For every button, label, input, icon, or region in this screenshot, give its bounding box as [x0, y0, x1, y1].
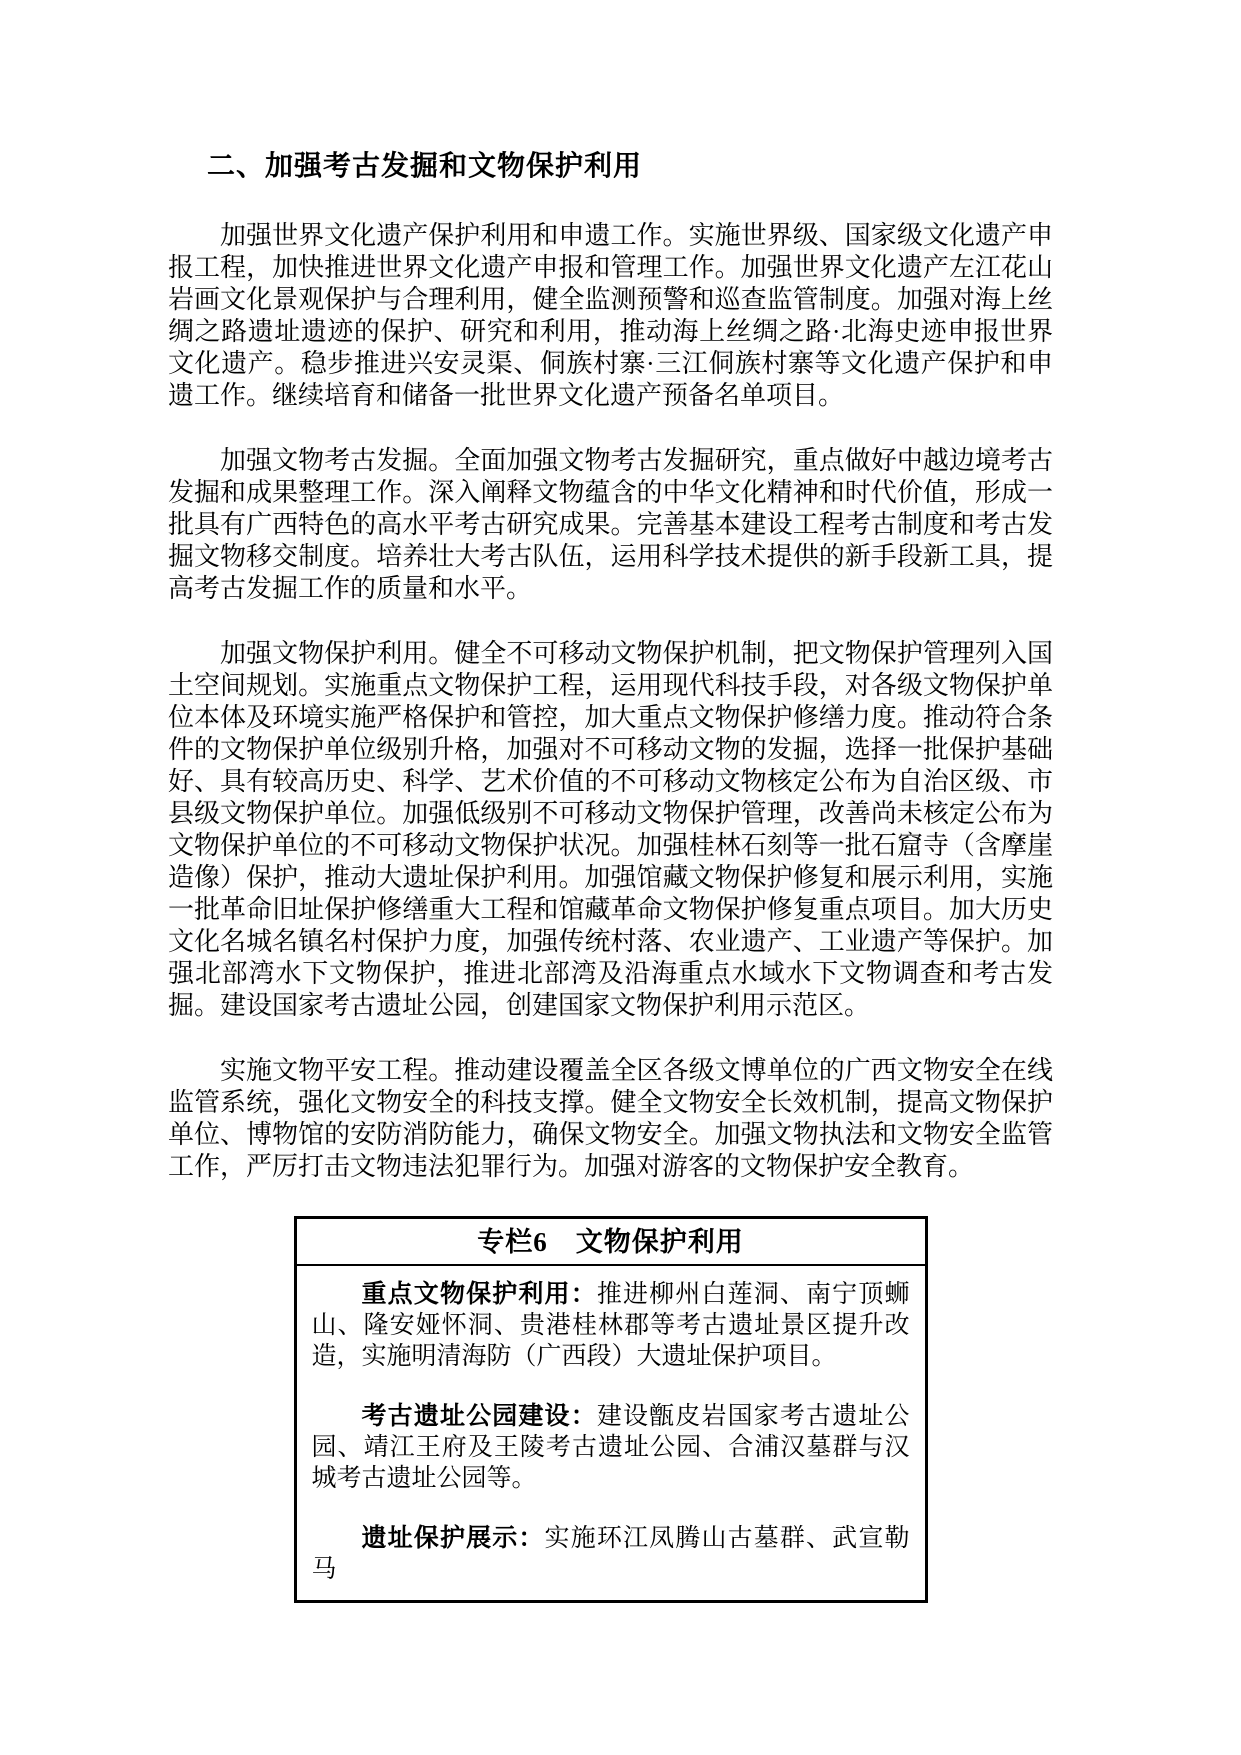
feature-box-item-2-text: 建设甑皮岩国家考古遗址公园、靖江王府及王陵考古遗址公园、合浦汉墓群与汉城考古遗址公园等。 — [311, 1403, 910, 1492]
feature-box-item-3-label: 遗址保护展示： — [361, 1525, 545, 1552]
feature-box-item-1 — [312, 1279, 910, 1372]
feature-box — [294, 1216, 928, 1603]
feature-box-item-3 — [312, 1523, 910, 1585]
feature-box-body — [297, 1266, 925, 1600]
feature-box-title: 专栏6 文物保护利用 — [297, 1219, 925, 1266]
section-heading: 二、加强考古发掘和文物保护利用 — [207, 151, 643, 182]
body-paragraph-4: 实施文物平安工程。推动建设覆盖全区各级文博单位的广西文物安全在线监管系统，强化文物安全的科技支撑。健全文物安全长效机制，提高文物保护单位、博物馆的安防消防能力，确保文物安全。加强文物执法和文物安全监管工作，严厉打击文物违法犯罪行为。加强对游客的文物保护安全教育。 — [168, 1056, 1053, 1181]
feature-box-item-3-text: 实施环江凤腾山古墓群、武宣勒马 — [311, 1525, 910, 1583]
feature-box-item-2-label: 考古遗址公园建设： — [361, 1403, 597, 1430]
body-paragraph-2: 加强文物考古发掘。全面加强文物考古发掘研究，重点做好中越边境考古发掘和成果整理工作。深入阐释文物蕴含的中华文化精神和时代价值，形成一批具有广西特色的高水平考古研究成果。完善基本建设工程考古制度和考古发掘文物移交制度。培养壮大考古队伍，运用科学技术提供的新手段新工具，提高考古发掘工作的质量和水平。 — [168, 446, 1053, 603]
body-paragraph-3: 加强文物保护利用。健全不可移动文物保护机制，把文物保护管理列入国土空间规划。实施重点文物保护工程，运用现代科技手段，对各级文物保护单位本体及环境实施严格保护和管控，加大重点文物保护修缮力度。推动符合条件的文物保护单位级别升格，加强对不可移动文物的发掘，选择一批保护基础好、具有较高历史、科学、艺术价值的不可移动文物核定公布为自治区级、市县级文物保护单位。加强低级别不可移动文物保护管理，改善尚未核定公布为文物保护单位的不可移动文物保护状况。加强桂林石刻等一批石窟寺（含摩崖造像）保护，推动大遗址保护利用。加强馆藏文物保护修复和展示利用，实施一批革命旧址保护修缮重大工程和馆藏革命文物保护修复重点项目。加大历史文化名城名镇名村保护力度，加强传统村落、农业遗产、工业遗产等保护。加强北部湾水下文物保护，推进北部湾及沿海重点水域水下文物调查和考古发掘。建设国家考古遗址公园，创建国家文物保护利用示范区。 — [168, 639, 1053, 1020]
feature-box-item-2 — [312, 1401, 910, 1494]
feature-box-item-1-label: 重点文物保护利用： — [361, 1281, 597, 1308]
feature-box-item-1-text: 推进柳州白莲洞、南宁顶蛳山、隆安娅怀洞、贵港桂林郡等考古遗址景区提升改造，实施明清海防（广西段）大遗址保护项目。 — [311, 1281, 910, 1370]
body-paragraph-1: 加强世界文化遗产保护利用和申遗工作。实施世界级、国家级文化遗产申报工程，加快推进世界文化遗产申报和管理工作。加强世界文化遗产左江花山岩画文化景观保护与合理利用，健全监测预警和巡查监管制度。加强对海上丝绸之路遗址遗迹的保护、研究和利用，推动海上丝绸之路·北海史迹申报世界文化遗产。稳步推进兴安灵渠、侗族村寨·三江侗族村寨等文化遗产保护和申遗工作。继续培育和储备一批世界文化遗产预备名单项目。 — [168, 221, 1053, 410]
